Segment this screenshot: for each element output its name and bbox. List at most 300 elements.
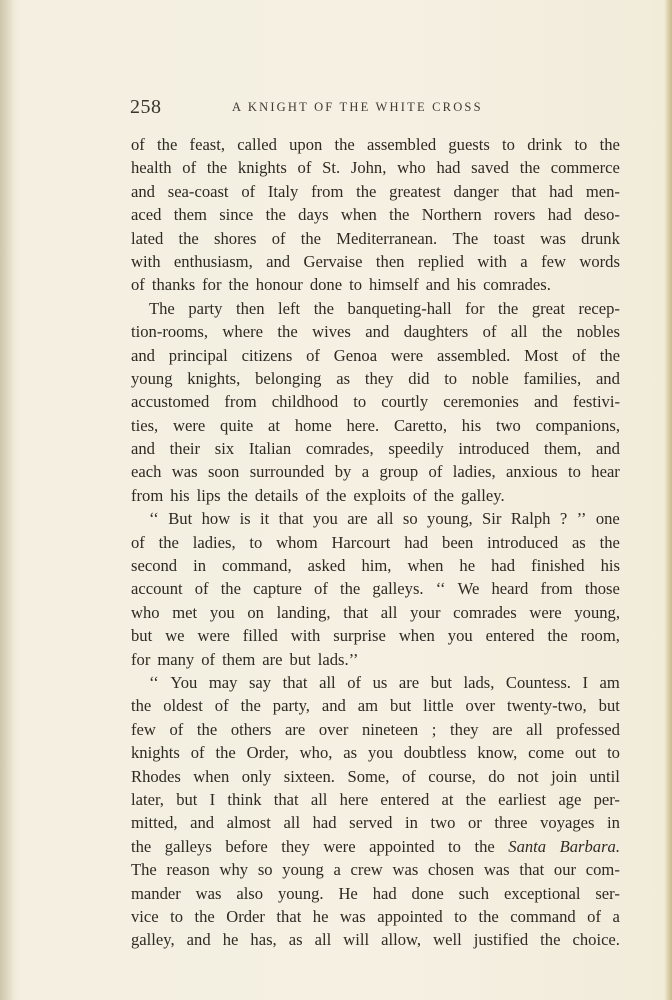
word: deso- <box>583 205 620 225</box>
text-line <box>131 250 620 273</box>
word: to <box>444 368 458 388</box>
word: done <box>309 275 343 295</box>
word: later, <box>131 789 164 809</box>
word: of <box>297 158 312 178</box>
word: hear <box>591 462 620 482</box>
word: two <box>495 415 521 435</box>
word: filled <box>242 626 278 646</box>
word: that <box>343 602 369 622</box>
word: the <box>356 181 377 201</box>
word: all <box>310 789 328 809</box>
word: two <box>430 813 456 833</box>
word: men- <box>585 181 620 201</box>
word: landing, <box>276 602 331 622</box>
word: a <box>612 906 620 926</box>
word: of <box>194 579 209 599</box>
word: until <box>589 766 620 786</box>
word: quite <box>220 415 254 435</box>
word: comrades. <box>483 275 551 295</box>
word: the <box>599 345 620 365</box>
word: heard <box>491 579 529 599</box>
text-line <box>131 811 620 834</box>
word: the <box>313 298 334 318</box>
text-line <box>131 601 620 624</box>
word: entered <box>485 626 535 646</box>
word: at <box>268 415 281 435</box>
word: you <box>367 743 393 763</box>
page-edge-shadow <box>664 0 672 1000</box>
word: days <box>298 205 329 225</box>
word: doubtless <box>403 743 467 763</box>
word: was <box>195 883 222 903</box>
word: all <box>283 813 301 833</box>
word: to <box>567 462 581 482</box>
word: to <box>454 906 468 926</box>
word: Ralph <box>510 509 551 529</box>
word: Genoa <box>333 345 378 365</box>
word: comrades, <box>305 439 374 459</box>
word: daughters <box>403 322 469 342</box>
word: you <box>312 509 338 529</box>
word: had <box>312 813 337 833</box>
word: with <box>290 626 321 646</box>
word: party <box>188 298 223 318</box>
word: were <box>529 602 562 622</box>
word: We <box>457 579 480 599</box>
word: were <box>197 626 230 646</box>
word: the <box>540 930 561 950</box>
word: galleys <box>164 836 212 856</box>
word: and <box>533 392 558 412</box>
word: few <box>131 719 156 739</box>
word: and <box>186 930 211 950</box>
word: is <box>239 509 251 529</box>
word: The <box>131 860 157 880</box>
word: of <box>305 485 320 505</box>
word: soon <box>207 462 240 482</box>
word: young, <box>427 509 473 529</box>
word: the <box>228 275 249 295</box>
word: how <box>201 509 231 529</box>
text-line <box>131 297 620 320</box>
word: it <box>260 509 270 529</box>
word: command, <box>222 556 292 576</box>
word: the <box>277 322 298 342</box>
word: the <box>227 485 248 505</box>
word: where <box>222 322 263 342</box>
word: account <box>131 579 183 599</box>
page-number: 258 <box>130 96 162 118</box>
word: was <box>392 860 419 880</box>
word: Gervaise <box>303 251 363 271</box>
word: the <box>265 205 286 225</box>
word: the <box>220 579 241 599</box>
word: drink <box>527 135 563 154</box>
word: them <box>173 205 207 225</box>
word: the <box>157 135 178 154</box>
word: the <box>465 789 486 809</box>
word: St. <box>322 158 341 178</box>
word: justified <box>473 930 529 950</box>
word: I <box>209 789 216 809</box>
word: galleys. <box>372 579 424 599</box>
word: his <box>170 485 190 505</box>
word: the <box>131 696 152 716</box>
word: of <box>182 158 197 178</box>
text-line <box>131 507 620 530</box>
word: but <box>176 789 198 809</box>
word: all <box>510 322 528 342</box>
word: words <box>579 251 620 271</box>
word: our <box>553 860 577 880</box>
word: and <box>321 696 346 716</box>
word: not <box>517 766 539 786</box>
word: and <box>425 275 450 295</box>
word: he <box>312 906 329 926</box>
word: done <box>411 883 444 903</box>
word: the <box>334 135 355 154</box>
word: had <box>404 532 429 552</box>
word: Northern <box>421 205 482 225</box>
word: the <box>519 158 540 178</box>
word: Italian <box>248 439 292 459</box>
word: Mediterranean. <box>336 228 438 248</box>
text-line <box>131 390 620 413</box>
word: the <box>599 135 620 154</box>
word: others <box>230 719 272 739</box>
word: Sir <box>482 509 502 529</box>
word: had <box>372 883 397 903</box>
word: a <box>361 462 370 482</box>
word: The <box>452 228 479 248</box>
word: of <box>190 743 205 763</box>
word: a <box>520 251 528 271</box>
word: each <box>131 462 162 482</box>
word: health <box>131 158 172 178</box>
word: chosen <box>428 860 475 880</box>
word: the <box>340 579 361 599</box>
word: met <box>172 602 198 622</box>
word: six <box>214 439 235 459</box>
word: had <box>549 181 574 201</box>
text-line <box>131 227 620 250</box>
word: You <box>170 672 198 692</box>
word: think <box>227 789 262 809</box>
word: introduced <box>487 532 559 552</box>
word: party, <box>272 696 310 716</box>
word: to <box>448 836 461 856</box>
word: He <box>338 883 358 903</box>
word: young <box>282 860 324 880</box>
word: lads.’’ <box>317 649 359 669</box>
word: principal <box>168 345 228 365</box>
word: with <box>477 251 507 271</box>
word: from <box>224 392 257 412</box>
word: they <box>450 719 479 739</box>
word: age <box>558 789 582 809</box>
word: tion-rooms, <box>131 322 208 342</box>
word: knights <box>131 743 180 763</box>
word: second <box>131 556 178 576</box>
word: from <box>131 485 164 505</box>
word: childhood <box>271 392 339 412</box>
word: was <box>171 462 198 482</box>
word: the <box>194 906 215 926</box>
word: group <box>379 462 419 482</box>
word: was <box>483 860 510 880</box>
word: of <box>306 345 320 365</box>
word: his <box>600 556 620 576</box>
word: recep- <box>578 298 620 318</box>
word: but <box>131 626 153 646</box>
word: then <box>375 251 405 271</box>
word: Order, <box>246 743 289 763</box>
word: twenty-two, <box>506 696 587 716</box>
word: shores <box>214 228 257 248</box>
word: of <box>572 345 586 365</box>
word: that <box>278 509 304 529</box>
word: the <box>474 836 495 856</box>
word: those <box>584 579 620 599</box>
word: and <box>131 439 155 459</box>
word: all <box>526 719 543 739</box>
word: called <box>237 135 277 154</box>
word: ser- <box>595 883 620 903</box>
word: the <box>599 532 620 552</box>
word: commerce <box>550 158 620 178</box>
word: who <box>397 158 426 178</box>
binding-gutter-shadow <box>0 0 14 1000</box>
text-line <box>131 928 620 951</box>
text-line <box>131 484 620 507</box>
word: reason <box>166 860 210 880</box>
word: the <box>300 228 322 248</box>
word: us <box>372 672 388 692</box>
word: ‘‘ <box>435 579 446 599</box>
word: Rhodes <box>131 766 181 786</box>
text-line <box>131 671 620 694</box>
word: served <box>349 813 393 833</box>
word: entered <box>380 789 430 809</box>
word: that <box>282 672 308 692</box>
word: the <box>541 322 563 342</box>
word: Order <box>226 906 265 926</box>
word: assembled. <box>437 345 511 365</box>
word: ’’ <box>576 509 587 529</box>
body-text <box>131 133 620 952</box>
word: you <box>447 626 473 646</box>
word: capture <box>253 579 302 599</box>
word: left <box>278 298 301 318</box>
word: of <box>271 228 286 248</box>
word: asked <box>307 556 346 576</box>
word: I <box>582 672 588 692</box>
word: was <box>339 906 366 926</box>
word: details <box>254 485 299 505</box>
word: to <box>249 532 263 552</box>
word: himself <box>369 275 419 295</box>
word: appointed <box>369 836 435 856</box>
word: galley. <box>461 485 505 505</box>
word: they <box>281 836 310 856</box>
text-line <box>131 414 620 437</box>
word: all <box>319 672 336 692</box>
word: of <box>428 462 443 482</box>
word: are <box>492 719 513 739</box>
word: who <box>131 602 160 622</box>
word: been <box>442 532 474 552</box>
word: so <box>257 860 273 880</box>
word: few <box>541 251 566 271</box>
word: why <box>219 860 249 880</box>
word: of <box>131 135 145 154</box>
word: but <box>390 696 412 716</box>
word: Caretto, <box>393 415 447 435</box>
text-line <box>131 788 620 811</box>
word: ‘‘ <box>149 672 159 692</box>
word: almost <box>226 813 271 833</box>
text-line <box>131 133 620 156</box>
word: to <box>574 135 588 154</box>
word: will <box>343 930 370 950</box>
word: his <box>461 415 482 435</box>
word: am <box>357 696 379 716</box>
word: allow, <box>381 930 422 950</box>
text-line <box>131 203 620 226</box>
word: banqueting-hall <box>347 298 452 318</box>
text-line <box>131 648 620 671</box>
word: Santa <box>508 836 547 856</box>
word: before <box>225 836 268 856</box>
word: them <box>222 649 256 669</box>
word: com- <box>585 860 620 880</box>
text-line <box>131 718 620 741</box>
word: all <box>380 602 398 622</box>
text-line <box>131 882 620 905</box>
word: ties, <box>131 415 159 435</box>
text-line <box>131 344 620 367</box>
word: room, <box>580 626 620 646</box>
word: toast <box>493 228 525 248</box>
word: here <box>339 789 369 809</box>
word: when <box>407 556 444 576</box>
word: three <box>494 813 528 833</box>
word: since <box>219 205 254 225</box>
word: of <box>347 672 362 692</box>
word: assembled <box>367 135 437 154</box>
word: ‘‘ <box>149 509 159 529</box>
word: of <box>131 275 145 295</box>
word: and <box>131 181 155 201</box>
text-line <box>131 554 620 577</box>
word: your <box>410 602 441 622</box>
text-line <box>131 905 620 928</box>
word: from <box>540 579 573 599</box>
word: of <box>201 649 216 669</box>
word: many <box>157 649 195 669</box>
word: over <box>465 696 496 716</box>
word: to <box>607 743 620 763</box>
word: as <box>571 532 586 552</box>
word: But <box>168 509 193 529</box>
text-line <box>131 437 620 460</box>
word: well <box>433 930 462 950</box>
word: lads, <box>463 672 495 692</box>
word: ; <box>431 719 437 739</box>
text-line <box>131 320 620 343</box>
word: are <box>284 719 306 739</box>
word: the <box>433 485 454 505</box>
text-line <box>131 765 620 788</box>
word: him, <box>361 556 392 576</box>
word: feast, <box>189 135 226 154</box>
word: little <box>423 696 454 716</box>
word: home <box>294 415 332 435</box>
word: the <box>158 532 179 552</box>
word: Barbara. <box>559 836 620 856</box>
word: sixteen. <box>283 766 335 786</box>
word: citizens <box>241 345 293 365</box>
word: exploits <box>353 485 406 505</box>
word: replied <box>417 251 464 271</box>
text-line <box>131 835 620 858</box>
word: the <box>206 158 228 178</box>
word: in <box>607 813 620 833</box>
word: the <box>131 836 152 856</box>
word: nobles <box>576 322 620 342</box>
word: he <box>222 930 239 950</box>
word: ceremonies <box>443 392 519 412</box>
text-line <box>131 156 620 179</box>
word: aced <box>131 205 162 225</box>
word: had <box>491 556 516 576</box>
word: the <box>498 298 519 318</box>
word: wives <box>312 322 351 342</box>
text-line <box>131 577 620 600</box>
word: the <box>389 205 410 225</box>
word: comrades <box>453 602 517 622</box>
word: the <box>547 626 568 646</box>
word: courtly <box>381 392 429 412</box>
word: when <box>398 626 435 646</box>
word: the <box>240 696 261 716</box>
word: from <box>311 181 344 201</box>
word: when <box>340 205 377 225</box>
word: anxious <box>505 462 558 482</box>
word: families, <box>523 368 582 388</box>
word: but <box>430 672 452 692</box>
word: then <box>235 298 265 318</box>
word: and <box>365 322 390 342</box>
word: vice <box>131 906 159 926</box>
word: ladies, <box>452 462 496 482</box>
running-head <box>130 96 619 124</box>
word: did <box>408 368 430 388</box>
word: course, <box>428 766 476 786</box>
word: has, <box>250 930 277 950</box>
word: young <box>131 368 173 388</box>
word: had <box>547 205 572 225</box>
word: you <box>209 602 235 622</box>
word: by <box>334 462 352 482</box>
word: galley, <box>131 930 175 950</box>
word: when <box>193 766 230 786</box>
word: come <box>528 743 565 763</box>
word: Harcourt <box>331 532 391 552</box>
text-line <box>131 460 620 483</box>
word: but <box>598 696 620 716</box>
word: ? <box>559 509 568 529</box>
